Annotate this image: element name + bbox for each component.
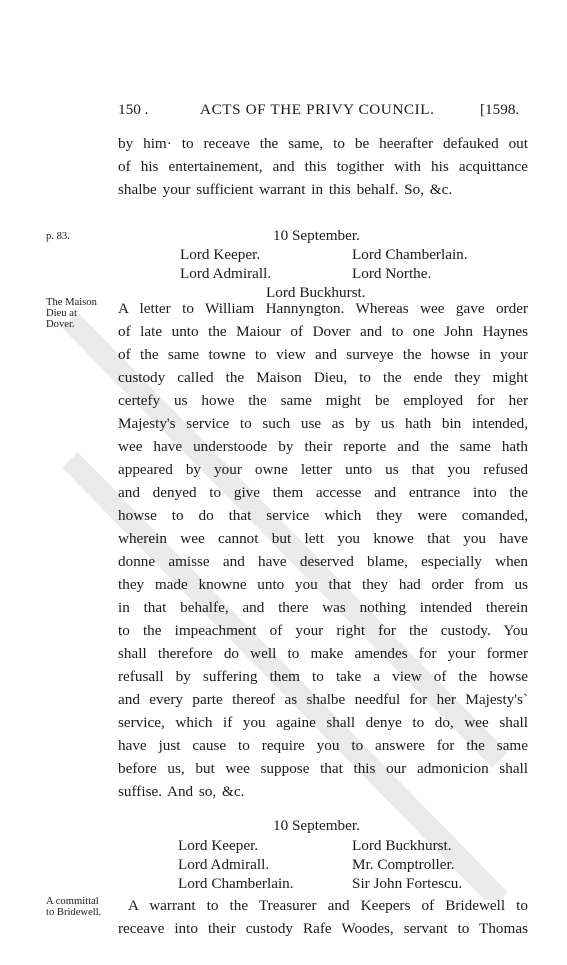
margin-note: The Maison [46,297,97,308]
body-line: howse to do that service which they were comanded, [118,507,528,524]
body-line: of late unto the Maiour of Dover and to one John Haynes [118,323,528,340]
body-line: before us, but wee suppose that this our admonicion shall [118,760,528,777]
attendee: Sir John Fortescu. [352,875,463,892]
body-line: custody called the Maison Dieu, to the ende they might [118,369,528,386]
attendee: Lord Admirall. [180,265,272,282]
attendee: Lord Buckhurst. [266,284,366,301]
margin-note: to Bridewell. [46,907,102,918]
body-line: of his entertainement, and this togither with his acquittance [118,158,528,175]
body-line: and denyed to give them accesse and entrance into the [118,484,528,501]
page-number: 150 . [118,101,149,118]
entry-date: 10 September. [273,817,360,834]
body-line: to the impeachment of your right for the custody. You [118,622,528,639]
margin-note: Dieu at [46,308,77,319]
running-year: [1598. [480,101,520,118]
attendee: Lord Admirall. [178,856,270,873]
body-line: by him· to receave the same, to be heerafter defauked out [118,135,528,152]
body-line: appeared by your owne letter unto us that you refused [118,461,528,478]
body-line: refusall by suffering them to take a view of the howse [118,668,528,685]
page-reference: p. 83. [46,231,70,242]
attendee: Mr. Comptroller. [352,856,455,873]
body-line: shalbe your sufficient warrant in this behalf. So, &c. [118,181,453,198]
body-line: certefy us howe the same might be employed for her [118,392,528,409]
margin-note: Dover. [46,319,75,330]
body-line: in that behalfe, and there was nothing intended therein [118,599,528,616]
body-line: they made knowne unto you that they had order from us [118,576,528,593]
body-line: and every parte thereof as shalbe needful for her Majesty's` [118,691,528,708]
body-line: A warrant to the Treasurer and Keepers of Bridewell to [128,897,528,914]
body-line: wherein wee cannot but lett you knowe that you have [118,530,528,547]
running-title: ACTS OF THE PRIVY COUNCIL. [200,101,435,118]
attendee: Lord Keeper. [180,246,261,263]
body-line: wee have understoode by their reporte and the same hath [118,438,528,455]
body-line: suffise. And so, &c. [118,783,245,800]
attendee: Lord Keeper. [178,837,259,854]
attendee: Lord Chamberlain. [352,246,468,263]
body-line: shall therefore do well to make amendes for your former [118,645,528,662]
body-line: receave into their custody Rafe Woodes, servant to Thomas [118,920,528,937]
attendee: Lord Chamberlain. [178,875,294,892]
body-line: Majesty's service to such use as by us hath bin intended, [118,415,528,432]
body-line: donne amisse and have deserved blame, especially when [118,553,528,570]
body-line: have just cause to require you to answere for the same [118,737,528,754]
entry-date: 10 September. [273,227,360,244]
margin-note: A committal [46,896,99,907]
body-line: A letter to William Hannyngton. Whereas wee gave order [118,300,528,317]
body-line: of the same towne to view and surveye the howse in your [118,346,528,363]
attendee: Lord Northe. [352,265,432,282]
attendee: Lord Buckhurst. [352,837,452,854]
body-line: service, which if you againe shall denye to do, wee shall [118,714,528,731]
